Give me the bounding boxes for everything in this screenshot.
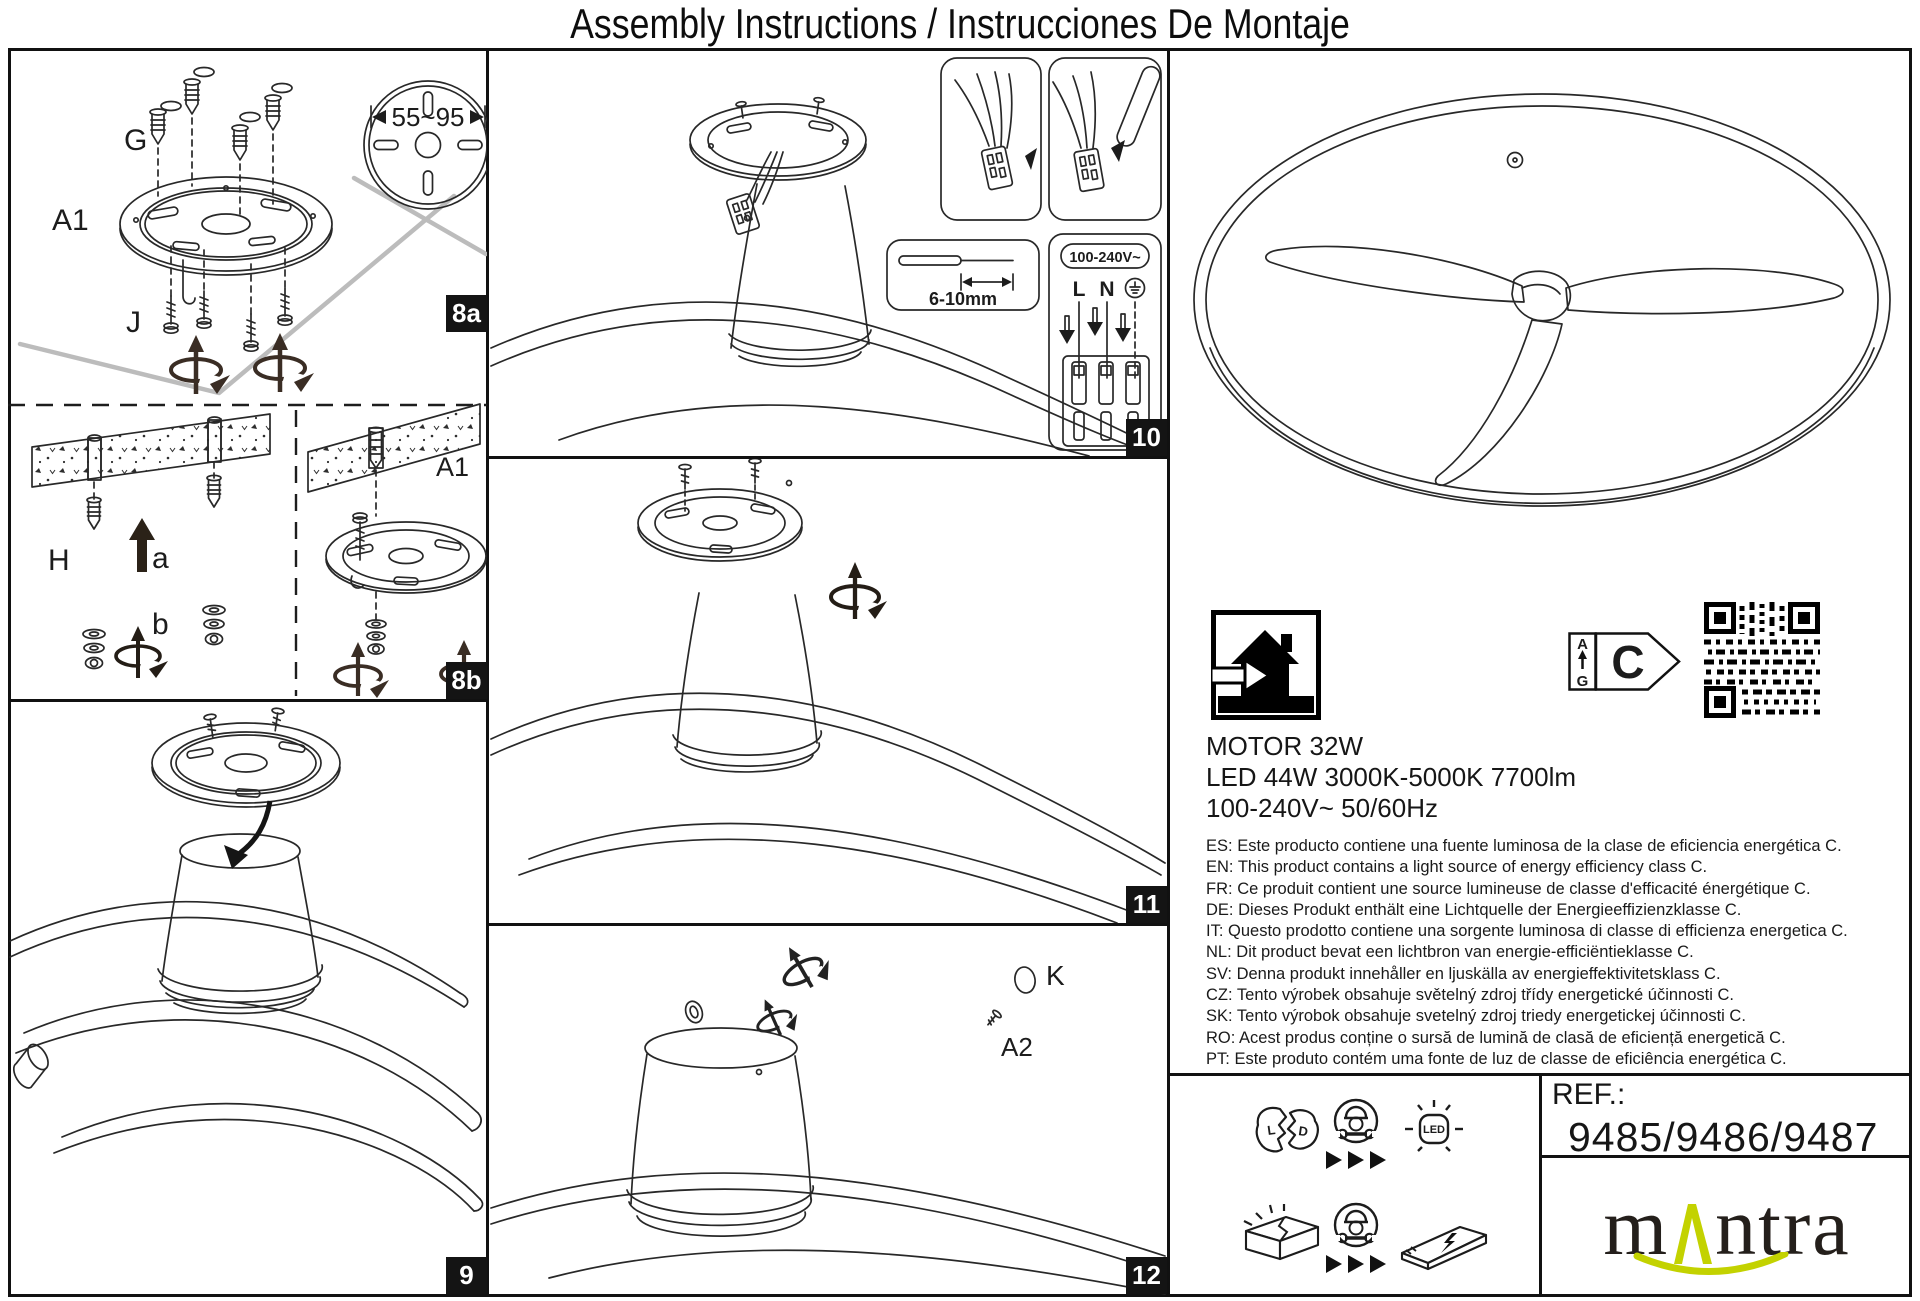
plate-a1-installed [326,513,486,593]
broken-led-icon [1252,1105,1322,1161]
panel-step10 [489,48,1167,456]
fan-rim [491,302,1165,456]
voltage-text: 100-240V~ [1069,250,1141,266]
washer-stack-left [83,630,105,669]
drill-template [364,81,487,209]
rotation-arrow-tilted [771,933,837,999]
rotation-arrow [831,562,887,619]
step-badge-11: 11 [1126,886,1167,923]
led-lamp-icon [1402,1097,1466,1157]
label-part-A1-installed: A1 [436,452,470,482]
ceiling-lines [20,178,486,393]
product-specs [1206,731,1576,824]
step-badge-12: 12 [1126,1257,1167,1294]
label-part-H: H [48,544,70,577]
lang-line: SK: Tento výrobok obsahuje svetelný zdroj triedy energetickej účinnosti C. [1206,1007,1746,1026]
ref-cell [1552,1078,1878,1161]
svg-text:L: L [1266,1122,1277,1138]
lang-line: IT: Questo prodotto contiene una sorgente luminosa di classe di efficienza energetica C. [1206,922,1848,941]
label-step-b: b [152,608,169,641]
svg-text:LED: LED [1423,1124,1445,1136]
technician-icon [1332,1201,1380,1249]
house-insulation-icon [1211,610,1321,722]
terminal-drawing [1059,244,1149,446]
step9-drawing [8,701,487,1296]
arrows-right-icon [1326,1253,1390,1275]
fan-rim [491,693,1165,923]
driver-icon [1396,1219,1492,1273]
arrows-right-icon [1326,1149,1390,1171]
step-badge-8b: 8b [446,662,487,699]
gasket-part-o [1013,965,1037,994]
panel-step12 [489,926,1167,1296]
brand-prefix: m [1603,1181,1670,1272]
washer-stack-installed [366,620,386,654]
language-statements [1206,836,1848,1070]
rotation-arrow [255,333,314,392]
page-title: Assembly Instructions / Instrucciones De Montaje [570,0,1350,47]
ceiling-section-left [32,414,270,487]
ref-numbers: 9485/9486/9487 [1568,1114,1879,1160]
label-part-K: K [1046,960,1065,991]
callout-1-content [955,72,1037,190]
mantra-logo [1603,1181,1851,1272]
step-badge-8a: 8a [446,295,487,332]
lang-line: RO: Acest produs conține o sursă de lumină de clasă de eficiență energetică C. [1206,1028,1786,1047]
fan-product-drawing [1170,48,1912,568]
fan-rim [8,902,482,1211]
info-panel [1170,48,1912,1072]
terminal-n-text: N [1099,278,1115,301]
label-step-a: a [152,542,169,575]
label-part-J: J [126,306,141,339]
grommet-part [683,999,706,1025]
strip-length-text: 6-10mm [928,289,998,309]
terminal-l-text: L [1072,278,1086,301]
qr-code [1700,598,1824,722]
rotation-arrow-tilted [748,990,803,1044]
spec-motor: MOTOR 32W [1206,731,1363,761]
step12-drawing [489,926,1167,1296]
ref-label: REF.: [1552,1078,1626,1111]
callout-connector-2 [1049,58,1161,220]
lang-line: CZ: Tento výrobek obsahuje světelný zdroj třídy energetické účinnosti C. [1206,986,1734,1005]
lang-line: NL: Dit product bevat een lichtbron van energie-efficiëntieklasse C. [1206,943,1694,962]
strip-length-drawing [899,256,1013,290]
brand-cell [1542,1158,1912,1296]
plate-on-fan [638,459,802,561]
brand-smile-icon [1631,1252,1791,1284]
plate-removed [152,708,340,807]
fan-motor [627,1028,813,1236]
energy-bottom-text: G [1576,673,1589,690]
rotation-arrow [335,642,389,698]
panel-step8 [8,48,487,699]
energy-class-label [1568,632,1682,692]
energy-top-text: A [1577,636,1588,653]
step-badge-9: 9 [446,1257,487,1294]
label-part-G: G [124,124,148,157]
lang-line: SV: Denna produkt innehåller en ljuskälla av energieffektivitetsklass C. [1206,964,1721,983]
lang-line: PT: Este produto contém uma fonte de luz de classe de eficiência energética C. [1206,1049,1787,1068]
brand-suffix: ntra [1715,1181,1851,1272]
small-screw [984,1009,1002,1028]
step8-drawing [8,48,487,699]
label-part-A2: A2 [1001,1032,1033,1062]
service-icons-cell [1170,1075,1539,1296]
fan-motor [673,593,821,772]
lang-line: ES: Este producto contiene una fuente luminosa de la clase de eficiencia energética C. [1206,837,1842,855]
dimension-text: 55~95 [391,102,465,132]
fan-rim [491,1173,1165,1294]
spec-led: LED 44W 3000K-5000K 7700lm [1206,762,1577,792]
wall-plugs [150,79,281,160]
mounting-plate-a1 [120,177,332,304]
lang-line: EN: This product contains a light source of energy efficiency class C. [1206,858,1708,877]
broken-driver-icon [1236,1203,1328,1265]
label-part-A1: A1 [52,204,89,237]
callout-2-content [1053,64,1163,192]
panel-step11 [489,459,1167,923]
washer-stack-right [203,606,225,645]
svg-text:D: D [1297,1123,1309,1140]
alignment-dashes [158,118,273,214]
step-badge-10: 10 [1126,419,1167,456]
lang-line: DE: Dieses Produkt enthält eine Lichtquelle der Energieeffizienzklasse C. [1206,900,1742,919]
energy-class-text: C [1611,636,1645,688]
lang-line: FR: Ce produit contient une source lumineuse de classe d'efficacité énergétique C. [1206,879,1811,898]
spec-voltage: 100-240V~ 50/60Hz [1206,793,1439,823]
technician-icon [1332,1097,1380,1145]
panel-step9 [8,701,487,1296]
anchor-h-right [207,475,221,507]
step10-drawing [489,48,1167,456]
anchor-h-left [87,497,101,529]
earth-icon [1126,279,1145,298]
step11-drawing [489,459,1167,923]
